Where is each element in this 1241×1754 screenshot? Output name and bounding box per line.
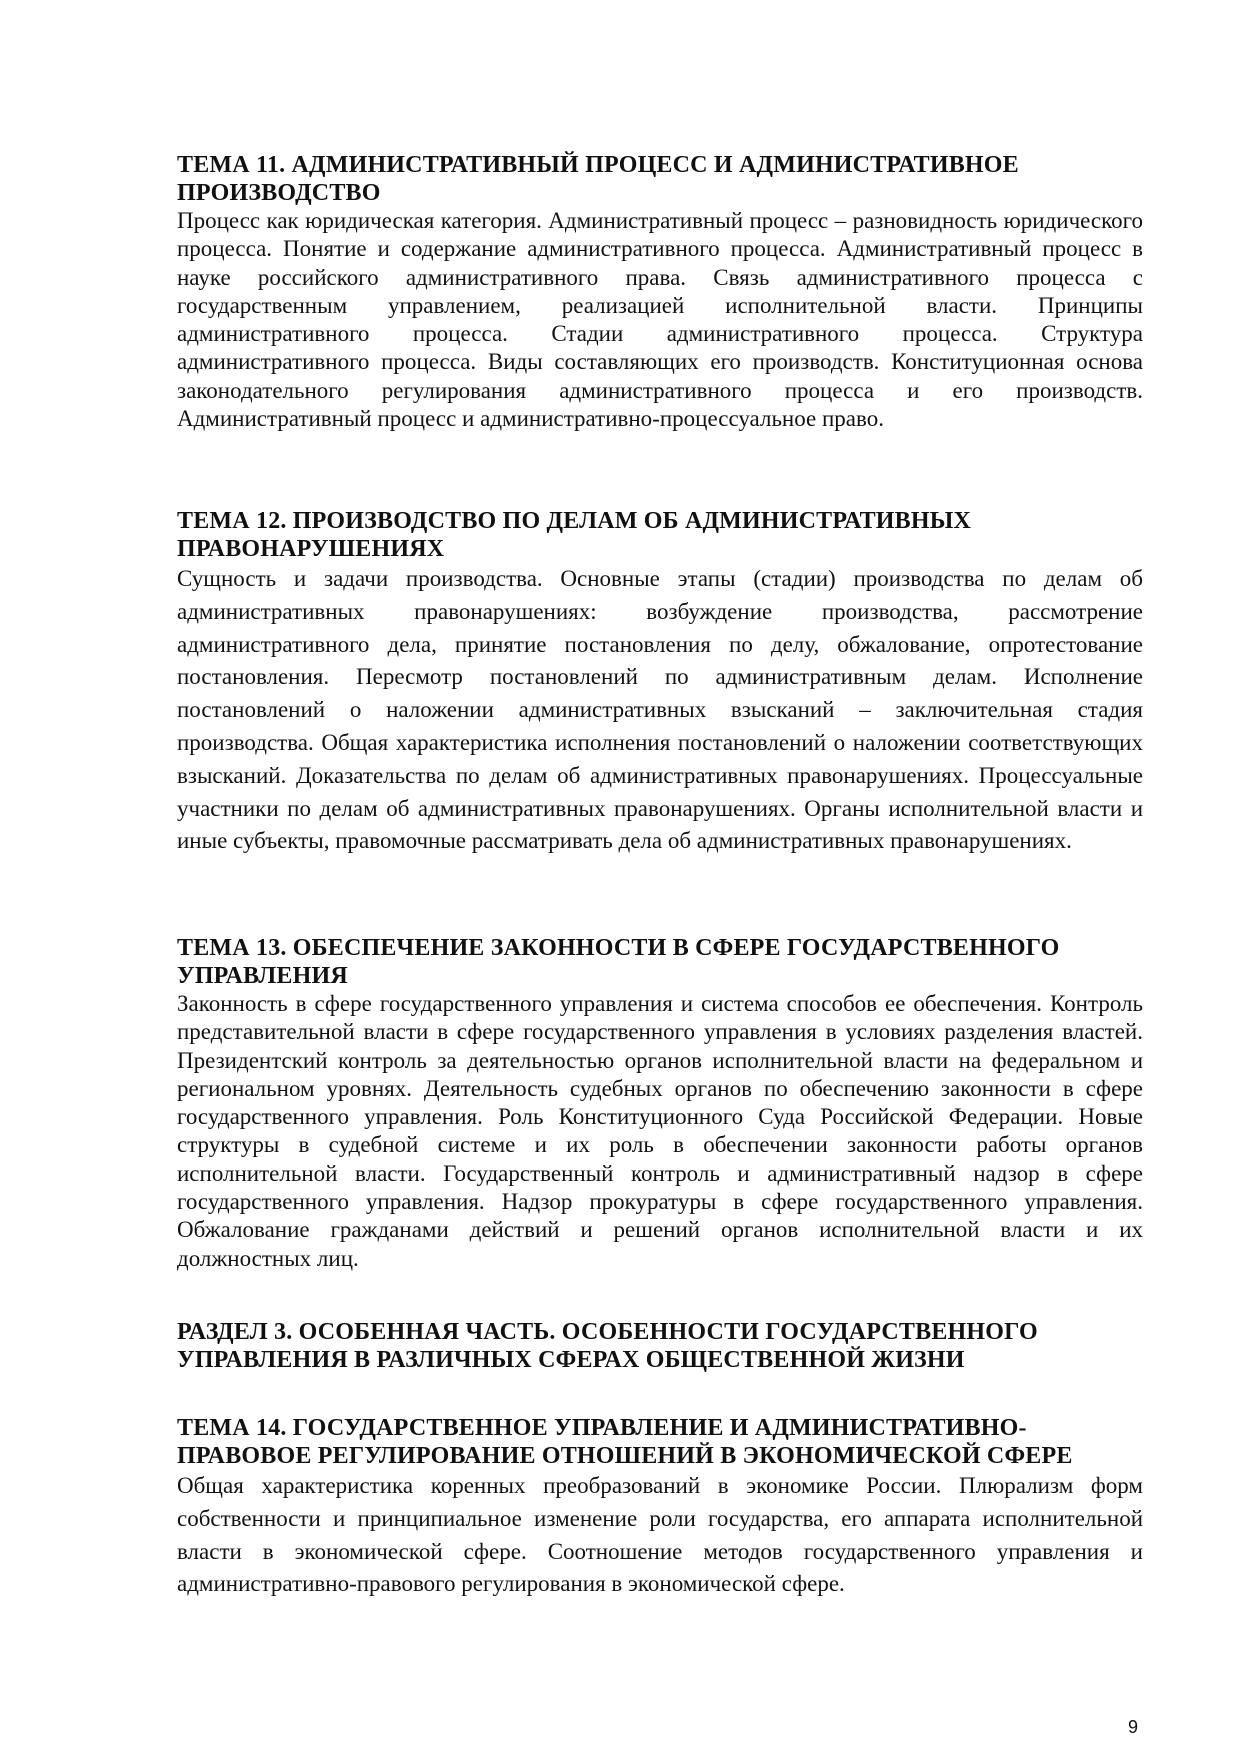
topic-13: [177, 934, 1143, 1273]
topic-12-title: ТЕМА 12. ПРОИЗВОДСТВО ПО ДЕЛАМ ОБ АДМИНИСТРАТИВНЫХ ПРАВОНАРУШЕНИЯХ: [177, 508, 972, 562]
topic-12: [177, 507, 1143, 858]
topic-12-body: Сущность и задачи производства. Основные этапы (стадии) производства по делам об административных правонарушениях: возбуждение производства, рассмотрение административного дела, принятие постановления по делу, обжалование, опротестование постановления. Пересмотр постановлений по административным делам. Исполнение постановлений о наложении административных взысканий – заключительная стадия производства. Общая характеристика исполнения постановлений о наложении соответствующих взысканий. Доказательства по делам об административных правонарушениях. Процессуальные участники по делам об административных правонарушениях. Органы исполнительной власти и иные субъекты, правомочные рассматривать дела об административных правонарушениях.: [177, 566, 1143, 854]
section-3: [177, 1318, 1143, 1374]
topic-13-title: ТЕМА 13. ОБЕСПЕЧЕНИЕ ЗАКОННОСТИ В СФЕРЕ ГОСУДАРСТВЕННОГО УПРАВЛЕНИЯ: [177, 935, 1060, 989]
page-number: 9: [1128, 1717, 1139, 1737]
topic-13-body: Законность в сфере государственного управления и система способов ее обеспечения. Контроль представительной власти в сфере государственного управления в условиях разделения властей. Президентский контроль за деятельностью органов исполнительной власти на федеральном и региональном уровнях. Деятельность судебных органов по обеспечению законности в сфере государственного управления. Роль Конституционного Суда Российской Федерации. Новые структуры в судебной системе и их роль в обеспечении законности работы органов исполнительной власти. Государственный контроль и административный надзор в сфере государственного управления. Надзор прокуратуры в сфере государственного управления. Обжалование гражданами действий и решений органов исполнительной власти и их должностных лиц.: [177, 991, 1143, 1271]
topic-14-body: Общая характеристика коренных преобразований в экономике России. Плюрализм форм собственности и принципиальное изменение роли государства, его аппарата исполнительной власти в экономической сфере. Соотношение методов государственного управления и административно-правового регулирования в экономической сфере.: [177, 1473, 1143, 1597]
topic-11: [177, 151, 1143, 433]
topic-11-title: ТЕМА 11. АДМИНИСТРАТИВНЫЙ ПРОЦЕСС И АДМИНИСТРАТИВНОЕ ПРОИЗВОДСТВО: [177, 152, 1019, 206]
document-page: [177, 0, 1143, 1754]
section-3-heading: РАЗДЕЛ 3. ОСОБЕННАЯ ЧАСТЬ. ОСОБЕННОСТИ ГОСУДАРСТВЕННОГО УПРАВЛЕНИЯ В РАЗЛИЧНЫХ СФЕРАХ ОБЩЕСТВЕННОЙ ЖИЗНИ: [177, 1319, 1038, 1373]
topic-14-title: ТЕМА 14. ГОСУДАРСТВЕННОЕ УПРАВЛЕНИЕ И АДМИНИСТРАТИВНО-ПРАВОВОЕ РЕГУЛИРОВАНИЕ ОТНОШЕНИЙ В ЭКОНОМИЧЕСКОЙ СФЕРЕ: [177, 1415, 1073, 1469]
topic-14: [177, 1414, 1143, 1601]
topic-11-body: Процесс как юридическая категория. Административный процесс – разновидность юридического процесса. Понятие и содержание административного процесса. Административный процесс в науке российского административного права. Связь административного процесса с государственным управлением, реализацией исполнительной власти. Принципы административного процесса. Стадии административного процесса. Структура административного процесса. Виды составляющих его производств. Конституционная основа законодательного регулирования административного процесса и его производств. Административный процесс и административно-процессуальное право.: [177, 208, 1143, 432]
